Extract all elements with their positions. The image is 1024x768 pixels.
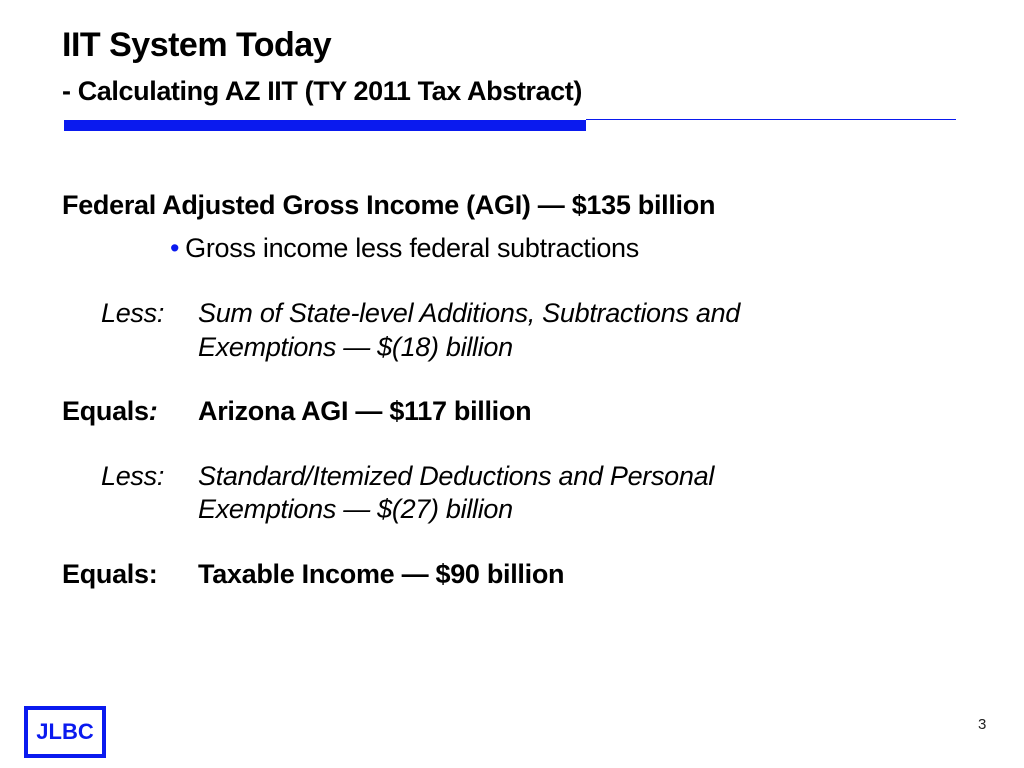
row-label: Less: xyxy=(101,461,165,491)
row-label-colon: : xyxy=(148,396,158,426)
row-label: Equals: xyxy=(62,559,158,589)
row-text-line2: Exemptions — $(27) billion xyxy=(198,494,513,524)
row-text-line1: Taxable Income — $90 billion xyxy=(198,559,565,589)
row-label xyxy=(62,396,157,427)
bullet-icon: • xyxy=(170,233,180,263)
bullet-item xyxy=(170,233,639,264)
row-text-line1: Standard/Itemized Deductions and Personal xyxy=(198,461,715,491)
title-underline-thick xyxy=(64,120,586,131)
bullet-text: Gross income less federal subtractions xyxy=(185,233,639,263)
slide-subtitle: - Calculating AZ IIT (TY 2011 Tax Abstract) xyxy=(62,76,582,106)
title-underline-thin xyxy=(586,119,956,120)
jlbc-logo: JLBC xyxy=(24,706,106,758)
slide-title: IIT System Today xyxy=(62,26,332,64)
row-text-line2: Exemptions — $(18) billion xyxy=(198,332,513,362)
row-label: Less: xyxy=(101,298,165,328)
page-number: 3 xyxy=(978,716,987,733)
row-text-line1: Arizona AGI — $117 billion xyxy=(198,396,532,426)
row-label-word: Equals xyxy=(62,396,149,426)
row-text-line1: Sum of State-level Additions, Subtractions and xyxy=(198,298,741,328)
federal-agi-heading: Federal Adjusted Gross Income (AGI) — $135 billion xyxy=(62,190,716,220)
